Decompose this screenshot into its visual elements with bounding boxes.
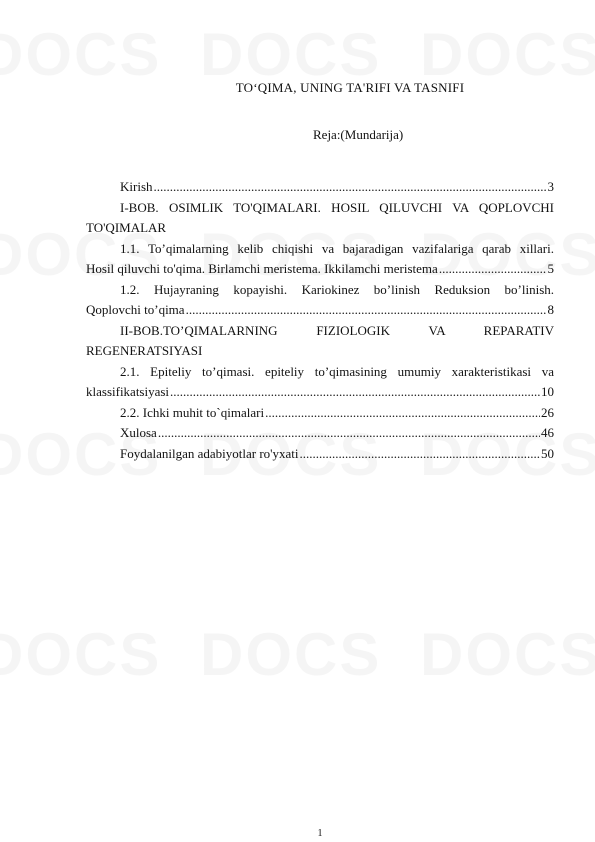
toc-entry-bob1[interactable] <box>86 198 554 239</box>
toc-entry-label: Xulosa <box>120 425 157 440</box>
watermark-text <box>0 620 161 689</box>
toc-entry-2-1[interactable] <box>86 362 554 403</box>
toc-entry-xulosa[interactable] <box>86 423 554 444</box>
document-subtitle: Reja:(Mundarija) <box>313 127 404 142</box>
watermark-text <box>420 620 595 689</box>
toc-entry-label: 1.1. To’qimalarning kelib chiqishi va bajaradigan vazifalariga qarab xillari. <box>120 240 554 256</box>
toc-entry-label: 2.2. Ichki muhit to`qimalari <box>120 404 265 420</box>
toc-chapter-heading-cont: REGENERATSIYASI <box>86 343 203 358</box>
dot-leader <box>158 423 540 444</box>
dot-leader <box>170 382 540 403</box>
toc-entry-label: Foydalanilgan adabiyotlar ro'yxati <box>120 445 299 461</box>
toc-entry-label-cont: klassifikatsiyasi <box>86 384 170 399</box>
toc-entry-1-2[interactable] <box>86 280 554 321</box>
toc-chapter-heading-cont: TO'QIMALAR <box>86 220 167 235</box>
toc-entry-2-2[interactable] <box>86 403 554 424</box>
dot-leader <box>439 259 547 280</box>
document-title: TO‘QIMA, UNING TA'RIFI VA TASNIFI <box>235 80 465 95</box>
toc-entry-label-cont: Qoplovchi to’qima <box>86 302 185 317</box>
dot-leader <box>300 444 540 465</box>
toc-page-number: 50 <box>541 445 554 461</box>
toc-page-number: 5 <box>547 261 554 276</box>
toc-page-number: 10 <box>541 384 554 399</box>
toc-chapter-heading: I-BOB. OSIMLIK TO'QIMALARI. HOSIL QILUVCHI VA QOPLOVCHI <box>120 199 554 215</box>
watermark-text <box>200 20 381 89</box>
watermark-text <box>200 620 381 689</box>
watermark-text <box>0 20 161 89</box>
toc-entry-line <box>86 300 554 321</box>
toc-chapter-heading: II-BOB.TO’QIMALARNING FIZIOLOGIK VA REPARATIV <box>120 322 554 338</box>
toc-page-number: 26 <box>541 404 554 420</box>
toc-entry-label: Kirish <box>120 179 153 194</box>
toc-page-number: 8 <box>547 302 554 317</box>
dot-leader <box>265 403 540 424</box>
toc-entry-kirish[interactable] <box>86 177 554 198</box>
toc-entry-label: 1.2. Hujayraning kopayishi. Kariokinez bo’linish Reduksion bo’linish. <box>120 281 554 297</box>
watermark-text <box>420 20 595 89</box>
toc-entry-label-cont: Hosil qiluvchi to'qima. Birlamchi meristema. Ikkilamchi meristema <box>86 261 438 276</box>
dot-leader <box>186 300 547 321</box>
toc-entry-line <box>86 382 554 403</box>
toc-entry-line <box>86 259 554 280</box>
toc-entry-label: 2.1. Epiteliy to’qimasi. epiteliy to’qimasining umumiy xarakteristikasi va <box>120 363 554 379</box>
toc-entry-bob2[interactable] <box>86 321 554 362</box>
page-number: 1 <box>317 828 323 839</box>
table-of-contents <box>86 177 554 464</box>
toc-entry-adabiyotlar[interactable] <box>86 444 554 465</box>
toc-page-number: 3 <box>547 179 554 194</box>
toc-page-number: 46 <box>541 425 554 440</box>
toc-entry-1-1[interactable] <box>86 239 554 280</box>
dot-leader <box>154 177 547 198</box>
